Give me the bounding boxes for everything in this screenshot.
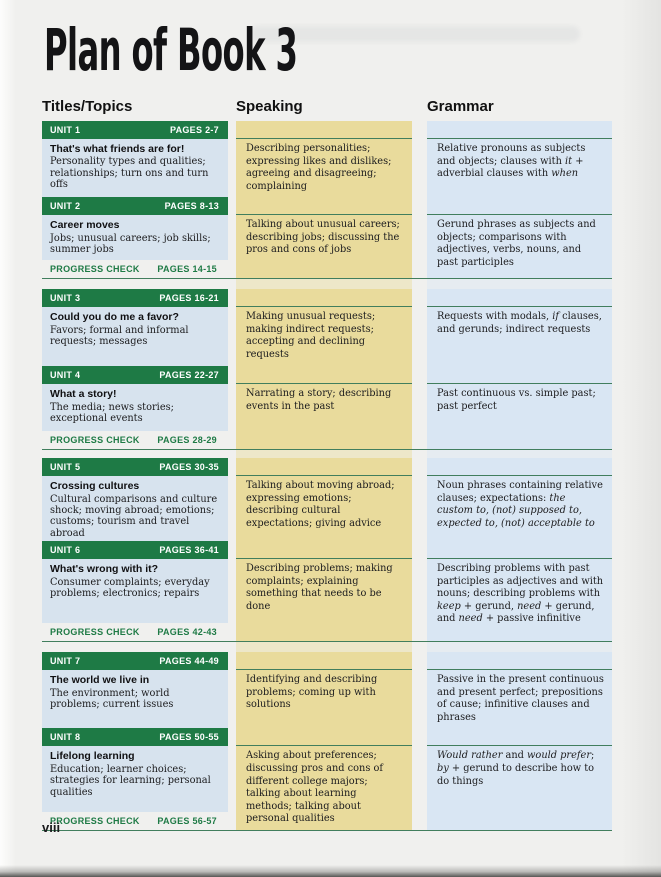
unit-header-bar (42, 289, 228, 307)
unit-header-bar (42, 197, 228, 215)
unit-pages: PAGES 16-21 (159, 293, 219, 304)
row-spacer (42, 642, 612, 652)
unit-label: UNIT 3 (50, 293, 81, 304)
unit-rule-line (427, 138, 612, 139)
titles-topics-cell (42, 746, 228, 811)
unit-title: The world we live in (50, 674, 150, 687)
unit-header-bar (42, 121, 228, 139)
unit-rule-line (427, 383, 612, 384)
speaking-cell: Talking about moving abroad; expressing emotions; describing cultural expectations; giving advice (236, 458, 412, 541)
unit-title: What's wrong with it? (50, 563, 159, 576)
unit-rule-line (427, 306, 612, 307)
unit-rule-line (236, 138, 412, 139)
speaking-cell: Describing personalities; expressing likes and dislikes; agreeing and disagreeing; complaining (236, 121, 412, 197)
speaking-cell: Describing problems; making complaints; explaining something that needs to be done (236, 541, 412, 641)
unit-topics: Consumer complaints; everyday problems; electronics; repairs (50, 576, 210, 600)
speaking-cell: Asking about preferences; discussing pros and cons of different college majors; talking about learning methods; talking about personal qualities (236, 728, 412, 829)
unit-topics: The media; news stories; exceptional events (50, 401, 174, 424)
unit-header-bar (42, 541, 228, 559)
unit-pages: PAGES 22-27 (159, 370, 219, 381)
progress-check-pages: PAGES 28-29 (157, 435, 217, 446)
page-title: Plan of Book 3 (44, 17, 298, 85)
unit-title: What a story! (50, 388, 117, 401)
progress-check-label: PROGRESS CHECK (50, 264, 140, 275)
unit-rule-line (427, 669, 612, 670)
unit-rule-line (427, 475, 612, 476)
unit-rule-line (236, 306, 412, 307)
column-header-titles-topics: Titles/Topics (42, 98, 133, 115)
progress-check-row (42, 812, 228, 830)
grammar-cell: Noun phrases containing relative clauses; expectations: the custom to, (not) supposed to, expected to, (not) acceptable to (427, 458, 612, 541)
column-header-grammar: Grammar (427, 98, 494, 115)
progress-check-pages: PAGES 56-57 (157, 815, 217, 826)
unit-topics: The environment; world problems; current issues (50, 687, 174, 711)
unit-pages: PAGES 44-49 (159, 656, 219, 667)
unit-topics: Personality types and qualities; relationships; turn ons and turn offs (50, 156, 209, 191)
unit-rule-line (236, 669, 412, 670)
unit-header-bar (42, 652, 228, 670)
speaking-cell: Talking about unusual careers; describing jobs; discussing the pros and cons of jobs (236, 197, 412, 278)
unit-title: Could you do me a favor? (50, 311, 179, 324)
column-header-speaking: Speaking (236, 98, 303, 115)
plan-of-book-table (42, 98, 612, 831)
unit-label: UNIT 8 (50, 732, 81, 743)
unit-row (42, 121, 612, 197)
unit-row (42, 728, 612, 830)
unit-row (42, 197, 612, 279)
grammar-cell: Requests with modals, if clauses, and gerunds; indirect requests (427, 289, 612, 366)
scan-edge-right (621, 0, 661, 877)
unit-label: UNIT 1 (50, 125, 81, 135)
unit-topics: Education; learner choices; strategies for learning; personal qualities (50, 763, 211, 798)
unit-topics: Favors; formal and informal requests; messages (50, 324, 189, 347)
unit-row (42, 458, 612, 541)
unit-label: UNIT 6 (50, 545, 81, 556)
unit-label: UNIT 5 (50, 462, 81, 473)
scan-edge-left (0, 0, 16, 877)
grammar-cell: Gerund phrases as subjects and objects; comparisons with adjectives, verbs, nouns, and past participles (427, 197, 612, 278)
unit-row (42, 289, 612, 366)
titles-topics-cell (42, 476, 228, 541)
unit-row (42, 541, 612, 642)
unit-pages: PAGES 2-7 (169, 125, 219, 135)
unit-rule-line (236, 475, 412, 476)
titles-topics-cell (42, 559, 228, 623)
titles-topics-cell (42, 307, 228, 366)
unit-header-bar (42, 458, 228, 476)
titles-topics-cell (42, 139, 228, 197)
progress-check-row (42, 260, 228, 278)
unit-rule-line (427, 214, 612, 215)
titles-topics-cell (42, 384, 228, 431)
grammar-cell: Would rather and would prefer; by + gerund to describe how to do things (427, 728, 612, 829)
unit-title: Crossing cultures (50, 480, 140, 493)
unit-rule-line (236, 558, 412, 559)
row-spacer (42, 450, 612, 458)
progress-check-label: PROGRESS CHECK (50, 815, 140, 826)
progress-check-pages: PAGES 42-43 (157, 627, 217, 638)
grammar-cell: Relative pronouns as subjects and objects; clauses with it + adverbial clauses with when (427, 121, 612, 197)
progress-check-label: PROGRESS CHECK (50, 435, 140, 446)
unit-label: UNIT 4 (50, 370, 81, 381)
unit-pages: PAGES 36-41 (159, 545, 219, 556)
grammar-cell: Passive in the present continuous and present perfect; prepositions of cause; infinitive clauses and phrases (427, 652, 612, 728)
unit-rule-line (236, 214, 412, 215)
unit-rule-line (236, 745, 412, 746)
unit-topics: Cultural comparisons and culture shock; moving abroad; emotions; customs; tourism and travel abroad (50, 493, 218, 539)
grammar-cell: Past continuous vs. simple past; past perfect (427, 366, 612, 449)
unit-rule-line (236, 383, 412, 384)
progress-check-label: PROGRESS CHECK (50, 627, 140, 638)
progress-check-row (42, 623, 228, 641)
unit-row (42, 366, 612, 450)
unit-pages: PAGES 8-13 (164, 201, 219, 212)
unit-title: Lifelong learning (50, 750, 135, 763)
speaking-cell: Making unusual requests; making indirect requests; accepting and declining requests (236, 289, 412, 366)
unit-pages: PAGES 50-55 (159, 732, 219, 743)
unit-label: UNIT 7 (50, 656, 81, 667)
speaking-cell: Narrating a story; describing events in the past (236, 366, 412, 449)
unit-header-bar (42, 728, 228, 746)
page-number: viii (42, 820, 61, 835)
grammar-cell: Describing problems with past participles as adjectives and with nouns; describing problems with keep + gerund, need + gerund, and need + passive infinitive (427, 541, 612, 641)
progress-check-pages: PAGES 14-15 (157, 264, 217, 275)
unit-header-bar (42, 366, 228, 384)
unit-rule-line (427, 558, 612, 559)
column-header-row (42, 98, 612, 115)
unit-topics: Jobs; unusual careers; job skills; summer jobs (50, 232, 211, 255)
titles-topics-cell (42, 670, 228, 728)
row-spacer (42, 279, 612, 289)
scan-edge-bottom (0, 865, 661, 877)
unit-label: UNIT 2 (50, 201, 81, 212)
titles-topics-cell (42, 215, 228, 260)
unit-title: Career moves (50, 219, 120, 232)
progress-check-row (42, 431, 228, 449)
speaking-cell: Identifying and describing problems; coming up with solutions (236, 652, 412, 728)
unit-row (42, 652, 612, 728)
unit-rule-line (427, 745, 612, 746)
unit-pages: PAGES 30-35 (159, 462, 219, 473)
unit-title: That's what friends are for! (50, 143, 185, 155)
